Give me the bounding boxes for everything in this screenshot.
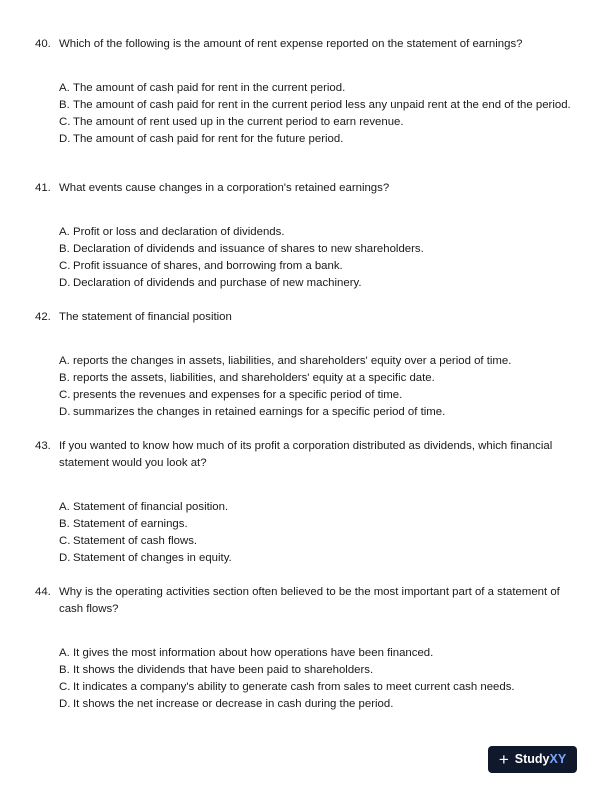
option-a: A. It gives the most information about how operations have been financed. [59, 647, 434, 659]
question-42 [35, 309, 580, 421]
question-43 [35, 438, 580, 567]
option-a: A. The amount of cash paid for rent in the current period. [59, 82, 346, 94]
question-41 [35, 180, 580, 292]
option-a: A. reports the changes in assets, liabilities, and shareholders' equity over a period of time. [59, 355, 512, 367]
question-text: If you wanted to know how much of its profit a corporation distributed as dividends, which financial statement would you look at? [59, 440, 553, 469]
option-b: B. reports the assets, liabilities, and shareholders' equity at a specific date. [59, 372, 435, 384]
option-d: D. It shows the net increase or decrease in cash during the period. [59, 698, 394, 710]
option-a: A. Profit or loss and declaration of dividends. [59, 226, 285, 238]
option-c: C. The amount of rent used up in the current period to earn revenue. [59, 116, 404, 128]
question-44 [35, 584, 580, 713]
options-list [59, 224, 580, 292]
option-c: C. Statement of cash flows. [59, 535, 198, 547]
question-number: 42. [35, 311, 51, 323]
option-d: D. Statement of changes in equity. [59, 552, 232, 564]
option-d: D. summarizes the changes in retained earnings for a specific period of time. [59, 406, 446, 418]
question-text: What events cause changes in a corporation's retained earnings? [59, 182, 390, 194]
question-text: Which of the following is the amount of rent expense reported on the statement of earnings? [59, 38, 523, 50]
options-list [59, 499, 580, 567]
question-text: Why is the operating activities section often believed to be the most important part of a statement of cash flows? [59, 586, 560, 615]
option-c: C. presents the revenues and expenses for a specific period of time. [59, 389, 403, 401]
question-number: 43. [35, 440, 51, 452]
option-b: B. It shows the dividends that have been paid to shareholders. [59, 664, 374, 676]
question-number: 41. [35, 182, 51, 194]
option-b: B. Declaration of dividends and issuance of shares to new shareholders. [59, 243, 424, 255]
option-b: B. Statement of earnings. [59, 518, 188, 530]
option-d: D. Declaration of dividends and purchase of new machinery. [59, 277, 362, 289]
question-number: 44. [35, 586, 51, 598]
studyxy-logo-badge[interactable] [488, 746, 577, 773]
question-text: The statement of financial position [59, 311, 232, 323]
question-40 [35, 36, 580, 148]
option-b: B. The amount of cash paid for rent in the current period less any unpaid rent at the end of the period. [59, 99, 571, 111]
options-list [59, 645, 580, 713]
option-c: C. It indicates a company's ability to generate cash from sales to meet current cash needs. [59, 681, 515, 693]
brand-name: StudyXY [514, 752, 567, 766]
option-c: C. Profit issuance of shares, and borrowing from a bank. [59, 260, 343, 272]
options-list [59, 353, 580, 421]
option-a: A. Statement of financial position. [59, 501, 229, 513]
question-number: 40. [35, 38, 51, 50]
option-d: D. The amount of cash paid for rent for the future period. [59, 133, 344, 145]
plus-icon: + [498, 750, 509, 769]
options-list [59, 80, 580, 148]
